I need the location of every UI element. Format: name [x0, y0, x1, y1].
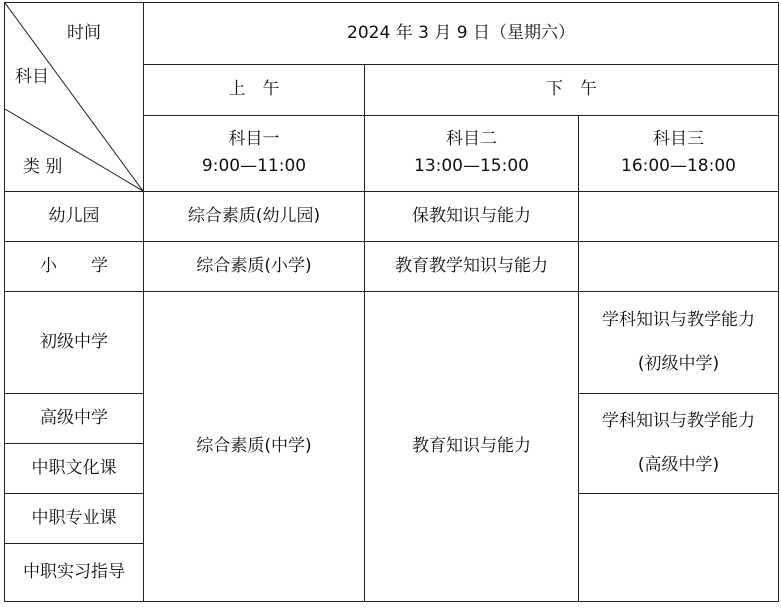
category-vocational-culture: 中职文化课	[5, 444, 144, 494]
category-junior: 初级中学	[5, 292, 144, 394]
corner-category-label: 类 别	[23, 157, 63, 177]
category-vocational-practice: 中职实习指导	[5, 544, 144, 602]
subject-1-time: 9:00—11:00	[201, 156, 307, 177]
vocational-subject-3-empty	[579, 494, 779, 602]
exam-schedule-table	[4, 2, 779, 602]
corner-time-label: 时间	[67, 23, 101, 43]
senior-subject-3-line2: (高级中学)	[637, 454, 720, 475]
subject-3-cell	[579, 115, 779, 191]
secondary-subject-2: 教育知识与能力	[365, 292, 579, 602]
subject-1-cell	[144, 115, 365, 191]
kindergarten-subject-2: 保教知识与能力	[365, 192, 579, 242]
category-vocational-major: 中职专业课	[5, 494, 144, 544]
senior-subject-3-line1: 学科知识与教学能力	[602, 411, 755, 432]
period-morning: 上 午	[144, 65, 365, 115]
category-senior: 高级中学	[5, 394, 144, 444]
kindergarten-subject-1: 综合素质(幼儿园)	[144, 192, 365, 242]
header-corner-cell	[5, 3, 144, 192]
category-kindergarten: 幼儿园	[5, 192, 144, 242]
junior-subject-3	[579, 292, 779, 394]
junior-subject-3-line1: 学科知识与教学能力	[602, 310, 755, 331]
category-primary: 小 学	[5, 242, 144, 292]
senior-subject-3	[579, 394, 779, 494]
primary-subject-2: 教育教学知识与能力	[365, 242, 579, 292]
primary-subject-3	[579, 242, 779, 292]
subject-2-cell	[365, 115, 579, 191]
junior-subject-3-line2: (初级中学)	[637, 353, 720, 374]
primary-subject-1: 综合素质(小学)	[144, 242, 365, 292]
corner-subject-label: 科目	[15, 67, 49, 87]
subject-1-name: 科目一	[228, 129, 280, 150]
period-afternoon: 下 午	[365, 65, 779, 115]
subject-2-time: 13:00—15:00	[414, 156, 529, 177]
date-header-cell: 2024 年 3 月 9 日（星期六）	[144, 3, 779, 65]
kindergarten-subject-3	[579, 192, 779, 242]
secondary-subject-1: 综合素质(中学)	[144, 292, 365, 602]
subject-3-name: 科目三	[653, 129, 704, 150]
subject-3-time: 16:00—18:00	[621, 156, 736, 177]
subject-2-name: 科目二	[446, 129, 497, 150]
